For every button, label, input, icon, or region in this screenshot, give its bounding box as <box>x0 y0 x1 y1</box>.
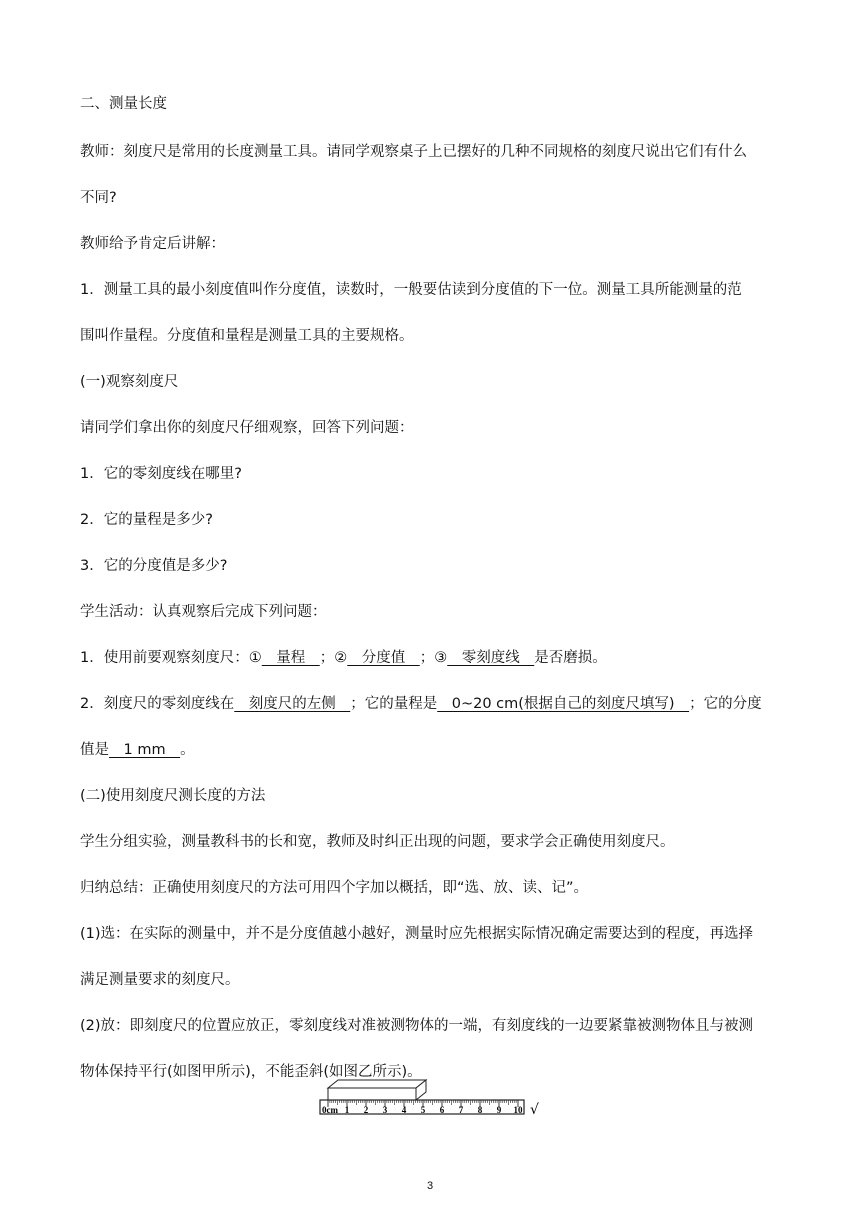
answer-2-sep-2: ；它的分度 <box>689 696 762 712</box>
observe-prompt: 请同学们拿出你的刻度尺仔细观察，回答下列问题： <box>80 420 414 436</box>
summary: 归纳总结：正确使用刻度尺的方法可用四个字加以概括，即“选、放、读、记”。 <box>80 880 589 896</box>
ruler-label: 4 <box>401 1105 407 1115</box>
answer-1-sep-2: ；③ <box>419 650 448 666</box>
answer-2-blank-2: 0~20 cm(根据自己的刻度尺填写) <box>437 696 690 712</box>
answer-2-line-1 <box>80 694 780 714</box>
ruler-figure <box>318 1070 548 1120</box>
answer-2-line2-prefix: 值是 <box>80 742 109 758</box>
ruler-label: 1 <box>344 1105 350 1115</box>
answer-2-line-2 <box>80 740 780 760</box>
answer-1-prefix: 1．使用前要观察刻度尺：① <box>80 650 262 666</box>
rule2-line-1: (2)放：即刻度尺的位置应放正，零刻度线对准被测物体的一端，有刻度线的一边要紧靠被测物体且与被测 <box>80 1018 754 1034</box>
subsection-title-observe: (一)观察刻度尺 <box>80 374 179 390</box>
answer-2-blank-1: 刻度尺的左侧 <box>234 696 351 712</box>
ruler-figure-svg <box>318 1070 548 1120</box>
answer-2-sep-1: ；它的量程是 <box>350 696 438 712</box>
rule1-line-1: (1)选：在实际的测量中，并不是分度值越小越好，测量时应先根据实际情况确定需要达到的程度，再选择 <box>80 926 754 942</box>
ruler-label: 9 <box>496 1105 502 1115</box>
measured-object <box>328 1080 426 1100</box>
ruler-label: 3 <box>382 1105 388 1115</box>
answer-1-suffix: 是否磨损。 <box>534 650 607 666</box>
rule1-line-2: 满足测量要求的刻度尺。 <box>80 972 240 988</box>
ruler-label: 8 <box>477 1105 483 1115</box>
ruler-label: 6 <box>439 1105 445 1115</box>
ruler-label: 2 <box>363 1105 369 1115</box>
teacher-intro-line-1: 教师：刻度尺是常用的长度测量工具。请同学观察桌子上已摆好的几种不同规格的刻度尺说出它们有什么 <box>80 144 747 160</box>
point1-line-2: 围叫作量程。分度值和量程是测量工具的主要规格。 <box>80 328 414 344</box>
ruler-label: 7 <box>458 1105 464 1115</box>
point1-line-1: 1．测量工具的最小刻度值叫作分度值，读数时，一般要估读到分度值的下一位。测量工具所能测量的范 <box>80 282 742 298</box>
answer-1-blank-2: 分度值 <box>347 650 420 666</box>
teacher-intro-line-2: 不同? <box>80 190 117 206</box>
answer-1-blank-3: 零刻度线 <box>447 650 535 666</box>
subsection-title-method: (二)使用刻度尺测长度的方法 <box>80 788 266 804</box>
answer-1 <box>80 648 780 668</box>
ruler-label: 0cm <box>322 1105 338 1115</box>
rule2-line-2: 物体保持平行(如图甲所示)，不能歪斜(如图乙所示)。 <box>80 1064 422 1080</box>
answer-1-blank-1: 量程 <box>261 650 320 666</box>
answer-2-line2-suffix: 。 <box>180 742 195 758</box>
ruler-label: 10 <box>513 1105 523 1115</box>
group-experiment: 学生分组实验，测量教科书的长和宽，教师及时纠正出现的问题，要求学会正确使用刻度尺。 <box>80 834 675 850</box>
ruler-label: 5 <box>420 1105 426 1115</box>
section-heading: 二、测量长度 <box>80 96 167 112</box>
answer-2-blank-3: 1 mm <box>109 742 181 758</box>
answer-1-sep-1: ；② <box>319 650 348 666</box>
answer-2-prefix: 2．刻度尺的零刻度线在 <box>80 696 235 712</box>
question-1: 1．它的零刻度线在哪里? <box>80 466 242 482</box>
check-mark: √ <box>530 1102 539 1118</box>
teacher-explain: 教师给予肯定后讲解： <box>80 236 225 252</box>
student-activity: 学生活动：认真观察后完成下列问题： <box>80 604 327 620</box>
question-3: 3．它的分度值是多少? <box>80 558 228 574</box>
page-number: 3 <box>426 1180 434 1192</box>
question-2: 2．它的量程是多少? <box>80 512 213 528</box>
